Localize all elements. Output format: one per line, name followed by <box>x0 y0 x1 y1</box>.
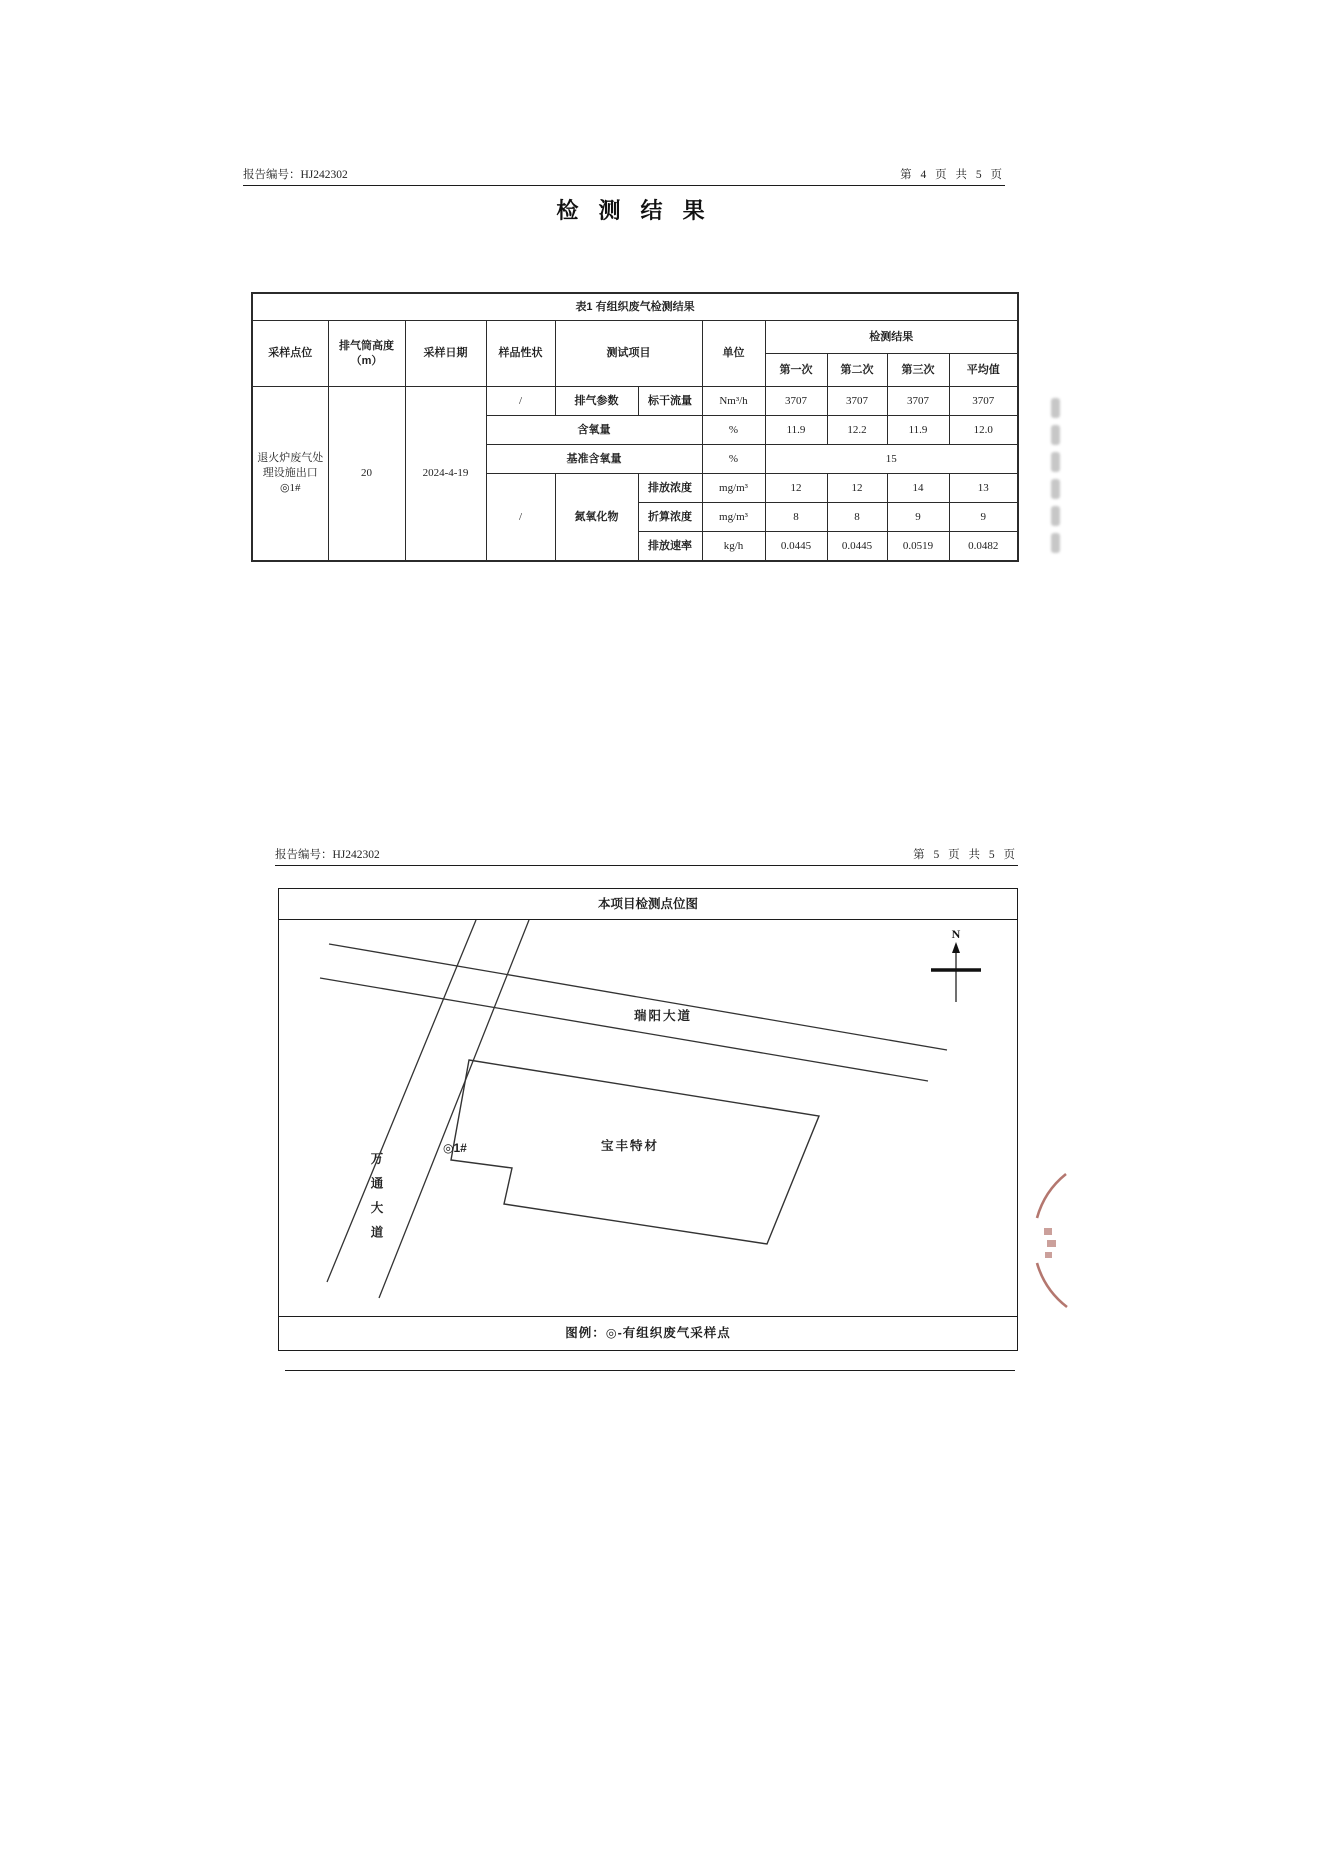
cell-value: 12 <box>765 474 827 503</box>
compass-icon <box>931 927 981 1002</box>
cell-value: 8 <box>765 503 827 532</box>
cell-value: 12 <box>827 474 887 503</box>
faint-watermark <box>1048 398 1062 560</box>
map-canvas <box>279 920 1017 1316</box>
col-header-third: 第三次 <box>887 354 949 387</box>
cell-value: 8 <box>827 503 887 532</box>
col-header-sampling-date: 采样日期 <box>405 321 486 387</box>
col-header-test-item: 测试项目 <box>555 321 702 387</box>
building-label: 宝丰特材 <box>601 1139 660 1153</box>
cell-value: 3707 <box>765 387 827 416</box>
cell-value: 3707 <box>949 387 1018 416</box>
cell-value: 12.0 <box>949 416 1018 445</box>
road-label-wantong: 万通大道 <box>369 1152 383 1250</box>
map-legend: 图例：◎-有组织废气采样点 <box>279 1316 1017 1350</box>
page-indicator: 第 5 页 共 5 页 <box>913 849 1018 861</box>
col-header-first: 第一次 <box>765 354 827 387</box>
cell-unit: % <box>702 445 765 474</box>
cell-value: 3707 <box>887 387 949 416</box>
col-header-stack-height: 排气筒高度（m） <box>328 321 405 387</box>
cell-value: 12.2 <box>827 416 887 445</box>
cell-value: 0.0482 <box>949 532 1018 562</box>
cell-unit: Nm³/h <box>702 387 765 416</box>
results-table <box>251 292 1019 562</box>
table-row <box>252 321 1018 354</box>
table-caption: 表1 有组织废气检测结果 <box>252 293 1018 321</box>
col-header-sampling-point: 采样点位 <box>252 321 328 387</box>
report-number: 报告编号：HJ242302 <box>243 169 348 181</box>
col-header-average: 平均值 <box>949 354 1018 387</box>
col-header-sample-property: 样品性状 <box>486 321 555 387</box>
compass-north-label: N <box>951 927 961 941</box>
cell-item: 排放浓度 <box>638 474 702 503</box>
page-title: 检 测 结 果 <box>556 198 712 223</box>
cell-item: 排放速率 <box>638 532 702 562</box>
col-header-unit: 单位 <box>702 321 765 387</box>
cell-value: 0.0445 <box>827 532 887 562</box>
road-label-ruiyang: 瑞阳大道 <box>634 1009 693 1023</box>
cell-value: 9 <box>887 503 949 532</box>
site-map-drawing <box>279 920 1017 1316</box>
cell-item: 折算浓度 <box>638 503 702 532</box>
table-row <box>252 387 1018 416</box>
cell-value: 11.9 <box>887 416 949 445</box>
cell-value: 0.0519 <box>887 532 949 562</box>
cell-unit: kg/h <box>702 532 765 562</box>
cell-property: / <box>486 387 555 416</box>
red-seal-partial <box>1020 1170 1105 1320</box>
site-map-box <box>278 888 1018 1351</box>
cell-item: 基准含氧量 <box>486 445 702 474</box>
map-title: 本项目检测点位图 <box>279 889 1017 920</box>
cell-item: 含氧量 <box>486 416 702 445</box>
col-header-second: 第二次 <box>827 354 887 387</box>
cell-value: 14 <box>887 474 949 503</box>
cell-value: 11.9 <box>765 416 827 445</box>
page5-header <box>275 846 1018 866</box>
road-wantong-lines <box>327 920 529 1298</box>
table-row <box>252 293 1018 321</box>
cell-property: / <box>486 474 555 562</box>
col-header-results: 检测结果 <box>765 321 1018 354</box>
cell-item-group: 氮氧化物 <box>555 474 638 562</box>
cell-value: 9 <box>949 503 1018 532</box>
cell-value: 3707 <box>827 387 887 416</box>
cell-item-group: 排气参数 <box>555 387 638 416</box>
page5-footer-line <box>285 1370 1015 1371</box>
cell-value: 15 <box>765 445 1018 474</box>
page4-header <box>243 166 1005 186</box>
cell-stack-height: 20 <box>328 387 405 562</box>
cell-value: 0.0445 <box>765 532 827 562</box>
cell-sampling-point: 退火炉废气处理设施出口◎1# <box>252 387 328 562</box>
cell-value: 13 <box>949 474 1018 503</box>
cell-unit: mg/m³ <box>702 474 765 503</box>
page-indicator: 第 4 页 共 5 页 <box>900 169 1005 181</box>
cell-sampling-date: 2024-4-19 <box>405 387 486 562</box>
cell-item: 标干流量 <box>638 387 702 416</box>
sampling-point-marker: ◎1# <box>443 1141 467 1155</box>
cell-unit: mg/m³ <box>702 503 765 532</box>
report-number: 报告编号：HJ242302 <box>275 849 380 861</box>
cell-unit: % <box>702 416 765 445</box>
